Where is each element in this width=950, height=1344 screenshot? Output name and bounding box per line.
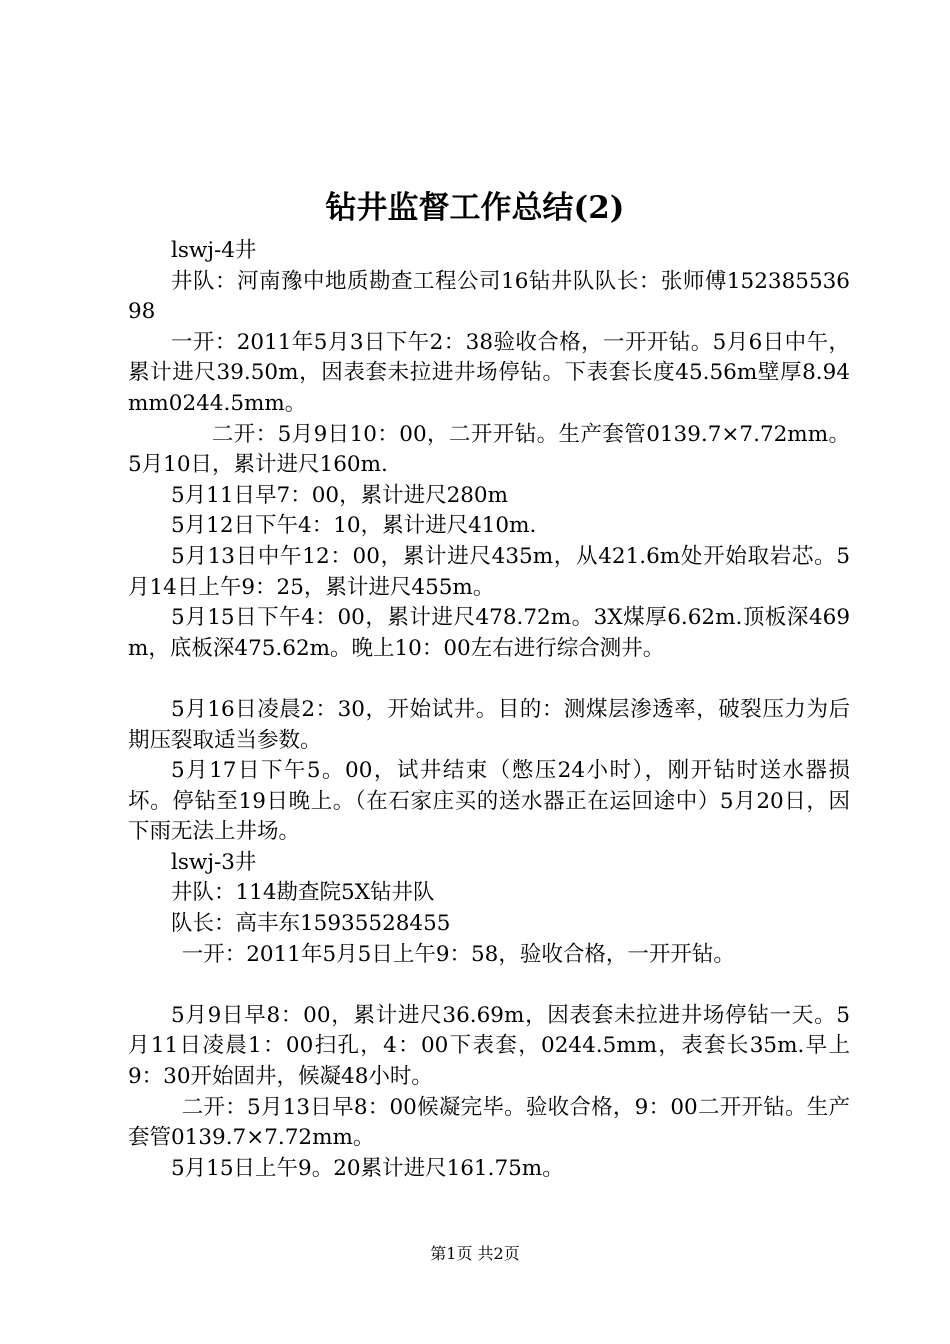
blank-line [128, 970, 850, 1001]
paragraph: 队长：高丰东15935528455 [171, 911, 451, 937]
well-heading: lswj-4井 [171, 238, 257, 263]
paragraph: 5月11日早7：00，累计进尺280m [171, 482, 508, 508]
paragraph: 二开：5月13日早8：00候凝完毕。验收合格，9：00二开开钻。生产套管0139.7×7.72mm。 [128, 1094, 850, 1151]
document-title: 钻井监督工作总结(2) [325, 190, 625, 226]
paragraph: 5月16日凌晨2：30，开始试井。目的：测煤层渗透率，破裂压力为后期压裂取适当参数。 [128, 696, 850, 753]
document-body [128, 236, 850, 1184]
paragraph: 5月15日上午9。20累计进尺161.75m。 [171, 1155, 564, 1181]
well-heading: lswj-3井 [171, 849, 257, 875]
paragraph: 井队：114勘查院5X钻井队 [171, 880, 435, 906]
blank-line [128, 664, 850, 695]
paragraph: 5月15日下午4：00，累计进尺478.72m。3X煤厚6.62m.顶板深469m，底板深475.62m。晚上10：00左右进行综合测井。 [128, 605, 850, 661]
paragraph: 5月13日中午12：00，累计进尺435m，从421.6m处开始取岩芯。5月14日上午9：25，累计进尺455m。 [128, 543, 850, 600]
page-footer: 第1页 共2页 [430, 1244, 520, 1263]
paragraph: 5月17日下午5。00，试井结束（憋压24小时），刚开钻时送水器损坏。停钻至19日晚上。（在石家庄买的送水器正在运回途中）5月20日，因下雨无法上井场。 [128, 758, 850, 845]
paragraph: 一开：2011年5月5日上午9：58，验收合格，一开开钻。 [181, 941, 735, 967]
paragraph: 二开：5月9日10：00，二开开钻。生产套管0139.7×7.72mm。5月10日，累计进尺160m. [128, 421, 850, 478]
paragraph: 5月9日早8：00，累计进尺36.69m，因表套未拉进井场停钻一天。5月11日凌晨1：00扫孔，4：00下表套，0244.5mm，表套长35m.早上9：30开始固井，候凝48小时。 [128, 1002, 850, 1090]
paragraph: 一开：2011年5月3日下午2：38验收合格，一开开钻。5月6日中午，累计进尺39.50m，因表套未拉进井场停钻。下表套长度45.56m壁厚8.94mm0244.5mm。 [128, 329, 850, 416]
paragraph: 井队：河南豫中地质勘查工程公司16钻井队队长：张师傅15238553698 [128, 268, 850, 325]
paragraph: 5月12日下午4：10，累计进尺410m. [171, 513, 537, 539]
